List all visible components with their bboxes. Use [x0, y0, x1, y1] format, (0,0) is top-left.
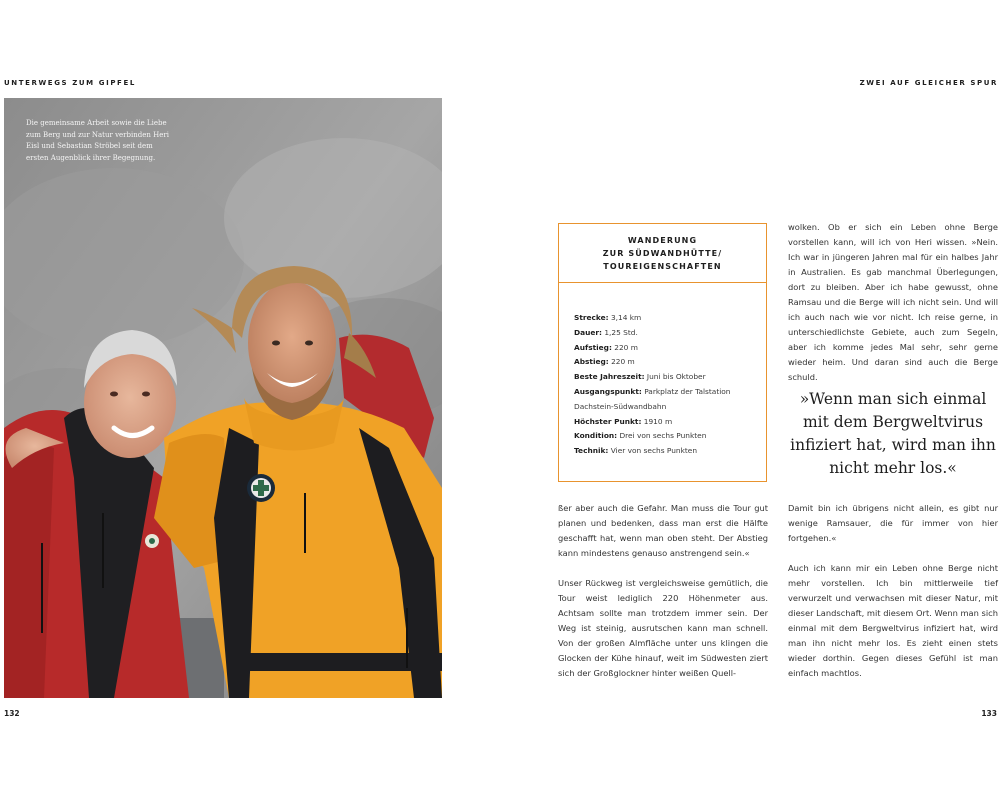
fact-label: Höchster Punkt:: [574, 416, 642, 426]
info-box-title: [559, 224, 766, 283]
running-head-left: UNTERWEGS ZUM GIPFEL: [4, 79, 136, 87]
fact-starting-point-cont: [574, 400, 766, 415]
running-head-right: ZWEI AUF GLEICHER SPUR: [859, 79, 998, 87]
fact-value: Dachstein-Südwandbahn: [574, 401, 667, 411]
body-paragraph: Auch ich kann mir ein Leben ohne Berge nicht mehr vorstellen. Ich bin mittlerweile tief verwurzelt und verwachsen mit dieser Natur, mit dieser Landschaft, mit diesem Ort. Wenn man sich einmal mit dem Bergweltvirus infiziert hat, wird man ihn nicht mehr los. Es zieht einen stets wieder dorthin. Gegen dieses Gefühl ist man einfach machtlos.: [788, 563, 998, 678]
fact-value: Parkplatz der Talstation: [644, 386, 731, 396]
tour-facts-list: [559, 283, 766, 459]
fact-value: 220 m: [611, 357, 635, 367]
fact-label: Beste Jahreszeit:: [574, 372, 645, 382]
fact-value: 1,25 Std.: [604, 327, 638, 337]
fact-label: Aufstieg:: [574, 342, 612, 352]
body-column-right-bottom: [788, 501, 998, 681]
fact-descent: [574, 355, 766, 370]
photo-caption: Die gemeinsame Arbeit sowie die Liebe zum Berg und zur Natur verbinden Heri Eisl und Sebastian Ströbel seit dem ersten Augenblick ihrer Begegnung.: [26, 119, 169, 162]
fact-fitness: [574, 429, 766, 444]
info-box-title-line: TOUREIGENSCHAFTEN: [603, 262, 722, 271]
body-column-right-top: [788, 220, 998, 385]
fact-label: Technik:: [574, 446, 609, 456]
fact-label: Dauer:: [574, 327, 602, 337]
body-paragraph: Damit bin ich übrigens nicht allein, es gibt nur wenige Ramsauer, die für immer von hier fortgehen.«: [788, 503, 998, 543]
fact-value: Juni bis Oktober: [646, 372, 706, 382]
fact-label: Kondition:: [574, 431, 618, 441]
info-box-title-line: ZUR SÜDWANDHÜTTE/: [602, 249, 723, 258]
body-paragraph: Unser Rückweg ist vergleichsweise gemütlich, die Tour weist lediglich 220 Höhenmeter aus. Achtsam sollte man trotzdem immer sein. Der Weg ist steinig, ausrutschen kann man schnell. Von der großen Almfläche unter uns klingen die Glocken der Kühe hinauf, weit im Südwesten ziert sich der Großglockner hinter weißen Quell-: [558, 578, 768, 678]
hikers-photo-illustration: [4, 98, 442, 698]
fact-value: 220 m: [614, 342, 638, 352]
fact-value: 3,14 km: [610, 313, 642, 322]
fact-value: Vier von sechs Punkten: [610, 446, 698, 456]
fact-label: Abstieg:: [574, 357, 609, 367]
fact-duration: [574, 326, 766, 341]
fact-ascent: [574, 341, 766, 356]
body-column-middle: [558, 501, 768, 681]
hikers-photo: [4, 98, 442, 698]
fact-value: 1910 m: [643, 416, 673, 426]
tour-info-box: [558, 223, 767, 482]
pull-quote: »Wenn man sich einmal mit dem Bergweltvirus infiziert hat, wird man ihn nicht mehr los.«: [790, 390, 996, 477]
fact-value: Drei von sechs Punkten: [619, 431, 707, 441]
page-number-right: 133: [981, 709, 997, 718]
fact-label: Strecke:: [574, 313, 609, 322]
body-paragraph: wolken. Ob er sich ein Leben ohne Berge vorstellen kann, will ich von Heri wissen. »Nein. Ich war in jüngeren Jahren mal für ein halbes Jahr in Australien. Es gab manchmal Überlegungen, dort zu bleiben. Aber ich habe gewusst, ohne Ramsau und die Berge will ich nicht sein. Und will ich auch nach wie vor nicht. Ich reise gerne, in unterschiedlichste Gebiete, auch zum Segeln, aber ich komme jedes Mal sehr, sehr gerne wieder heim. Und daran sind auch die Berge schuld.: [788, 222, 998, 382]
body-paragraph: ßer aber auch die Gefahr. Man muss die Tour gut planen und bedenken, dass man erst die Hälfte geschafft hat, wenn man oben steht. Der Abstieg kann mindestens genauso anstrengend sein.«: [558, 503, 768, 558]
fact-best-season: [574, 370, 766, 385]
page-number-left: 132: [4, 709, 20, 718]
fact-starting-point: [574, 385, 766, 400]
info-box-title-line: WANDERUNG: [627, 236, 698, 245]
fact-distance: [574, 311, 766, 326]
fact-label: Ausgangspunkt:: [574, 386, 642, 396]
fact-highest-point: [574, 415, 766, 430]
fact-technique: [574, 444, 766, 459]
